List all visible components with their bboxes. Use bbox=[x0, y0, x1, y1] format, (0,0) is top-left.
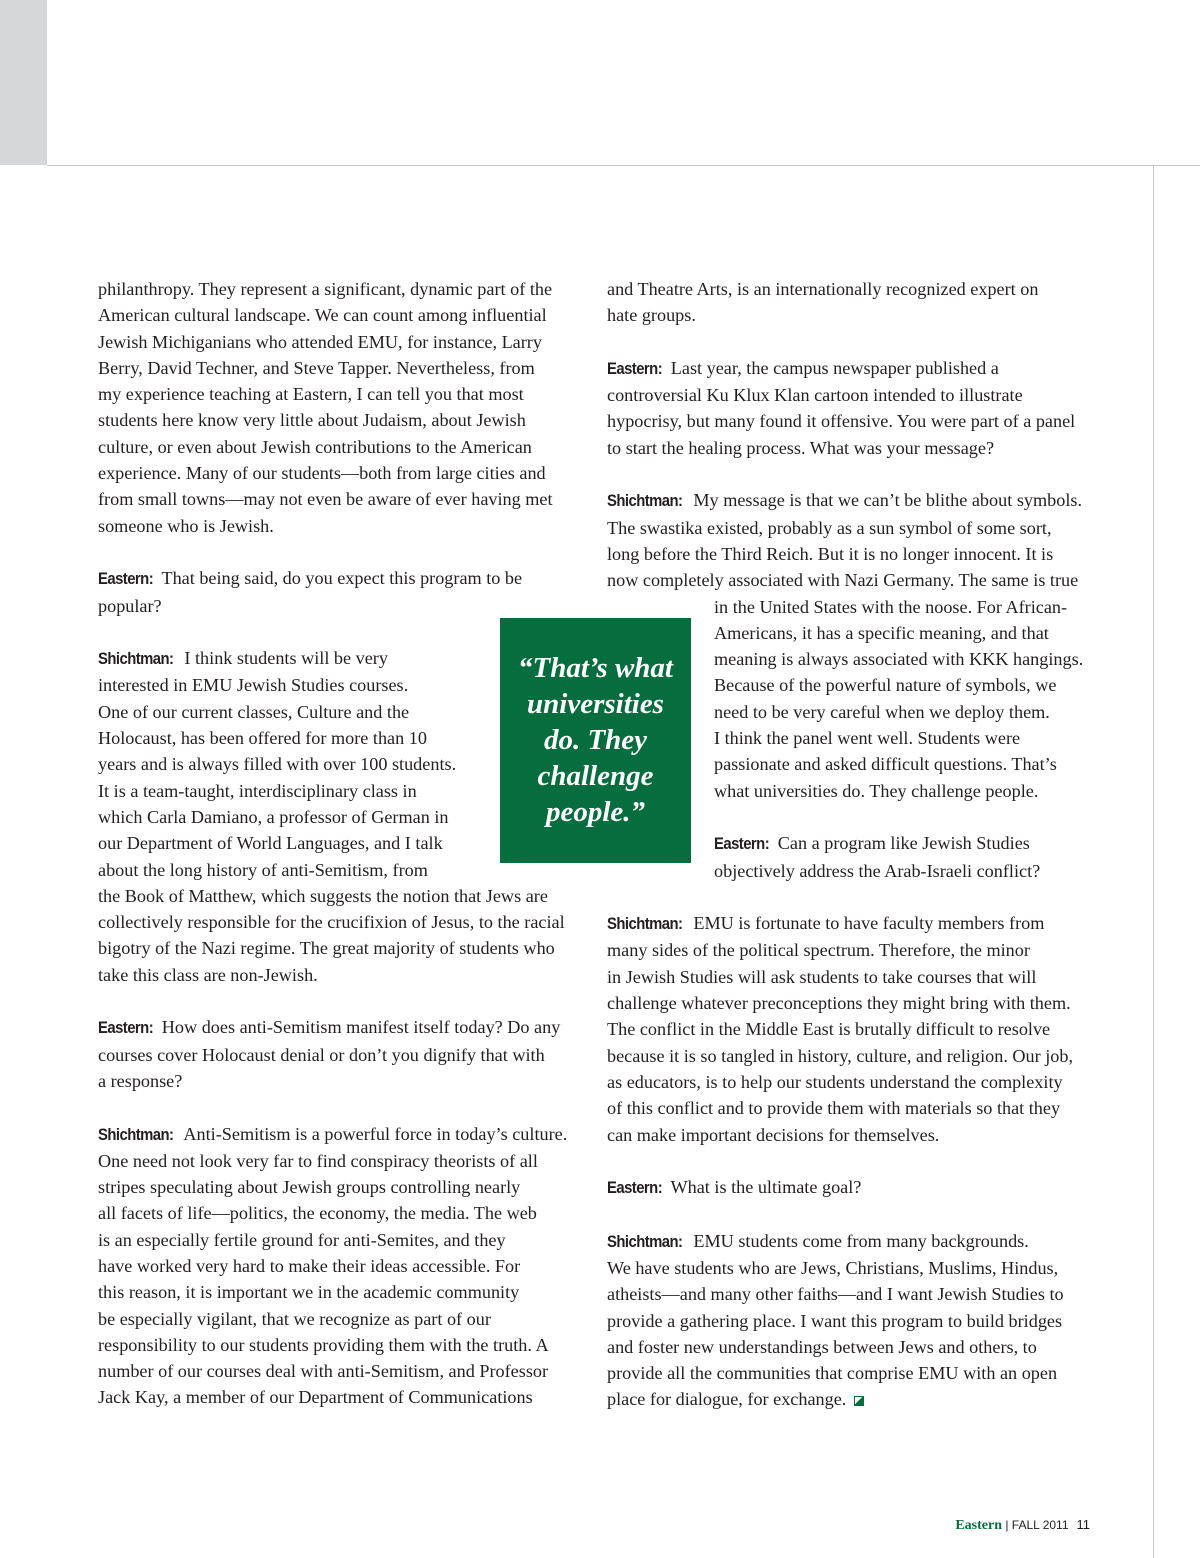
speaker-label: Shichtman: bbox=[607, 915, 683, 934]
pull-quote-line: universities bbox=[527, 688, 664, 720]
speaker-label: Shichtman: bbox=[607, 1232, 683, 1251]
page-footer bbox=[955, 1517, 1090, 1534]
body-line: Jewish Michiganians who attended EMU, for instance, Larry bbox=[98, 331, 542, 352]
body-line: students here know very little about Judaism, about Jewish bbox=[98, 410, 526, 431]
speaker-label: Shichtman: bbox=[98, 1125, 174, 1144]
body-line: long before the Third Reich. But it is no longer innocent. It is bbox=[607, 543, 1054, 564]
body-line: challenge whatever preconceptions they might bring with them. bbox=[607, 993, 1071, 1014]
body-line: philanthropy. They represent a significant, dynamic part of the bbox=[98, 279, 553, 299]
body-line: hate groups. bbox=[607, 305, 696, 326]
body-line: The conflict in the Middle East is brutally difficult to resolve bbox=[607, 1019, 1051, 1040]
header-rule bbox=[47, 165, 1200, 166]
body-line: is an especially fertile ground for anti-Semites, and they bbox=[98, 1229, 506, 1250]
body-line: my experience teaching at Eastern, I can tell you that most bbox=[98, 384, 524, 405]
pull-quote-line: challenge bbox=[537, 760, 654, 792]
body-line: Americans, it has a specific meaning, and that bbox=[714, 622, 1049, 643]
answer-line: Shichtman: Anti-Semitism is a powerful force in today’s culture. bbox=[98, 1121, 567, 1148]
body-line: Because of the powerful nature of symbols, we bbox=[714, 675, 1057, 696]
body-line: to start the healing process. What was your message? bbox=[607, 437, 995, 458]
pull-quote-line: people.” bbox=[545, 796, 646, 828]
question-line: Eastern: What is the ultimate goal? bbox=[607, 1174, 1083, 1201]
body-line: years and is always filled with over 100 students. bbox=[98, 754, 457, 775]
pull-quote-line: “That’s what bbox=[518, 652, 673, 684]
body-line: We have students who are Jews, Christians, Muslims, Hindus, bbox=[607, 1257, 1059, 1278]
speaker-label: Eastern: bbox=[714, 835, 770, 854]
body-line: of this conflict and to provide them with materials so that they bbox=[607, 1098, 1061, 1119]
body-line: I think the panel went well. Students were bbox=[714, 728, 1021, 749]
body-line: Holocaust, has been offered for more than 10 bbox=[98, 728, 427, 749]
body-line: the Book of Matthew, which suggests the notion that Jews are bbox=[98, 885, 548, 906]
page-corner-tab bbox=[0, 0, 47, 165]
body-line: interested in EMU Jewish Studies courses. bbox=[98, 675, 409, 696]
body-line: our Department of World Languages, and I talk bbox=[98, 833, 443, 854]
body-line: someone who is Jewish. bbox=[98, 515, 274, 536]
answer-line: Shichtman: My message is that we can’t be blithe about symbols. bbox=[607, 487, 1083, 514]
question-line: Eastern: How does anti-Semitism manifest itself today? Do any bbox=[98, 1014, 567, 1041]
page-number: 11 bbox=[1076, 1517, 1090, 1532]
body-line: all facets of life—politics, the economy, the media. The web bbox=[98, 1203, 537, 1224]
body-line: this reason, it is important we in the academic community bbox=[98, 1282, 520, 1303]
body-line: One need not look very far to find conspiracy theorists of all bbox=[98, 1150, 538, 1171]
issue-label: | FALL 2011 bbox=[1002, 1518, 1069, 1532]
body-line: It is a team-taught, interdisciplinary class in bbox=[98, 780, 417, 801]
body-line: can make important decisions for themselves. bbox=[607, 1124, 940, 1145]
body-line: as educators, is to help our students understand the complexity bbox=[607, 1071, 1063, 1092]
body-line: culture, or even about Jewish contributions to the American bbox=[98, 436, 532, 457]
body-line: a response? bbox=[98, 1070, 183, 1091]
body-line: in the United States with the noose. For African- bbox=[714, 596, 1068, 617]
pull-quote-line: do. They bbox=[543, 724, 648, 756]
body-line: experience. Many of our students—both from large cities and bbox=[98, 463, 546, 484]
body-line: popular? bbox=[98, 595, 162, 616]
body-line: hypocrisy, but many found it offensive. You were part of a panel bbox=[607, 411, 1076, 432]
speaker-label: Eastern: bbox=[607, 1179, 663, 1198]
body-line: because it is so tangled in history, culture, and religion. Our job, bbox=[607, 1045, 1074, 1066]
speaker-label: Eastern: bbox=[98, 1019, 154, 1038]
body-line: controversial Ku Klux Klan cartoon intended to illustrate bbox=[607, 385, 1023, 406]
article-column-left bbox=[98, 276, 567, 1411]
body-line: meaning is always associated with KKK hangings. bbox=[714, 649, 1084, 670]
body-line: Jack Kay, a member of our Department of Communications bbox=[98, 1387, 533, 1408]
question-line: Eastern: Can a program like Jewish Studies bbox=[607, 830, 1083, 857]
body-line: passionate and asked difficult questions. That’s bbox=[714, 754, 1057, 775]
body-line: have worked very hard to make their ideas accessible. For bbox=[98, 1255, 521, 1276]
body-line: collectively responsible for the crucifixion of Jesus, to the racial bbox=[98, 912, 565, 933]
body-line: place for dialogue, for exchange. bbox=[607, 1386, 1083, 1412]
margin-rule bbox=[1153, 165, 1154, 1558]
body-line: from small towns—may not even be aware of ever having met bbox=[98, 489, 553, 510]
article-column-right bbox=[607, 276, 1083, 1413]
body-line: which Carla Damiano, a professor of German in bbox=[98, 806, 449, 827]
body-line: and foster new understandings between Jews and others, to bbox=[607, 1336, 1037, 1357]
body-line: American cultural landscape. We can count among influential bbox=[98, 305, 547, 326]
answer-line: Shichtman: I think students will be very bbox=[98, 645, 567, 672]
speaker-label: Shichtman: bbox=[98, 650, 174, 669]
body-line: responsibility to our students providing them with the truth. A bbox=[98, 1334, 549, 1355]
speaker-label: Shichtman: bbox=[607, 492, 683, 511]
body-line: take this class are non-Jewish. bbox=[98, 964, 318, 985]
body-line: in Jewish Studies will ask students to take courses that will bbox=[607, 966, 1037, 987]
body-line: what universities do. They challenge people. bbox=[714, 780, 1039, 801]
body-line: courses cover Holocaust denial or don’t you dignify that with bbox=[98, 1044, 545, 1065]
answer-line: Shichtman: EMU is fortunate to have faculty members from bbox=[607, 910, 1083, 937]
body-line: One of our current classes, Culture and the bbox=[98, 701, 410, 722]
body-line: The swastika existed, probably as a sun symbol of some sort, bbox=[607, 517, 1052, 538]
body-line: many sides of the political spectrum. Therefore, the minor bbox=[607, 940, 1030, 961]
speaker-label: Eastern: bbox=[98, 570, 154, 589]
body-line: and Theatre Arts, is an internationally recognized expert on bbox=[607, 279, 1039, 299]
body-line: now completely associated with Nazi Germany. The same is true bbox=[607, 570, 1079, 591]
magazine-name: Eastern bbox=[955, 1518, 1002, 1533]
body-line: be especially vigilant, that we recognize as part of our bbox=[98, 1308, 491, 1329]
body-line: atheists—and many other faiths—and I want Jewish Studies to bbox=[607, 1284, 1064, 1305]
body-line: Berry, David Techner, and Steve Tapper. Nevertheless, from bbox=[98, 357, 535, 378]
body-line: bigotry of the Nazi regime. The great majority of students who bbox=[98, 938, 555, 959]
body-line: number of our courses deal with anti-Semitism, and Professor bbox=[98, 1361, 549, 1382]
answer-line: Shichtman: EMU students come from many backgrounds. bbox=[607, 1228, 1083, 1255]
body-line: about the long history of anti-Semitism, from bbox=[98, 859, 428, 880]
body-line: stripes speculating about Jewish groups controlling nearly bbox=[98, 1177, 521, 1198]
body-line: need to be very careful when we deploy them. bbox=[714, 701, 1050, 722]
question-line: Eastern: Last year, the campus newspaper published a bbox=[607, 355, 1083, 382]
body-line: provide all the communities that comprise EMU with an open bbox=[607, 1363, 1058, 1384]
end-of-story-icon bbox=[854, 1396, 864, 1406]
body-line: provide a gathering place. I want this program to build bridges bbox=[607, 1310, 1063, 1331]
question-line: Eastern: That being said, do you expect this program to be bbox=[98, 565, 567, 592]
body-line: objectively address the Arab-Israeli conflict? bbox=[714, 860, 1041, 881]
speaker-label: Eastern: bbox=[607, 359, 663, 378]
